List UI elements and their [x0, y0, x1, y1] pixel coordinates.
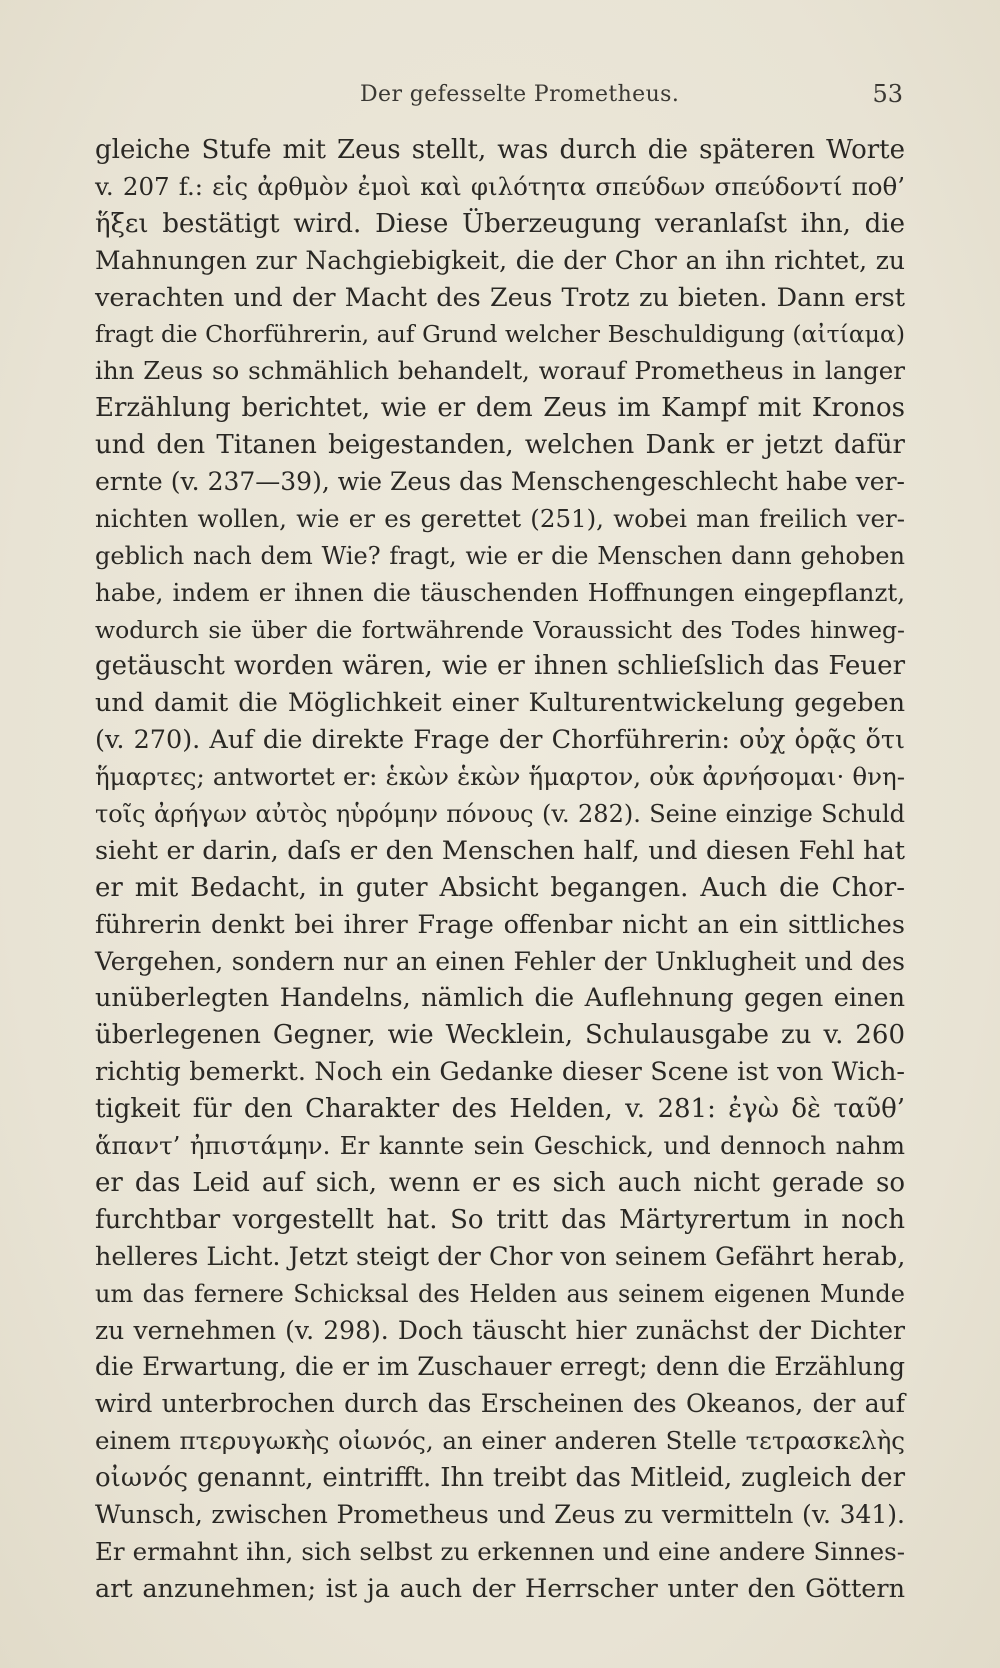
text-line: führerin denkt bei ihrer Frage offenbar nicht an ein sittliches [95, 909, 905, 940]
body-text [95, 132, 905, 1608]
text-line: zu vernehmen (v. 298). Doch täuscht hier zunächst der Dichter [95, 1315, 905, 1345]
text-line: wodurch sie über die fortwährende Voraussicht des Todes hinweg- [95, 615, 905, 644]
text-line: ἥξει bestätigt wird. Diese Überzeugung veranlaſst ihn, die [95, 208, 905, 239]
text-line: fragt die Chorführerin, auf Grund welcher Beschuldigung (αἰτίαμα) [95, 320, 905, 349]
text-line: Mahnungen zur Nachgiebigkeit, die der Chor an ihn richtet, zu [95, 245, 905, 275]
text-line: habe, indem er ihnen die täuschenden Hoffnungen eingepflanzt, [95, 577, 905, 607]
text-line: und damit die Möglichkeit einer Kulturentwickelung gegeben [95, 688, 905, 719]
text-line: um das fernere Schicksal des Helden aus seinem eigenen Munde [95, 1279, 905, 1308]
text-line: einem πτερυγωκὴς οἰωνός, an einer anderen Stelle τετρασκελὴς [95, 1426, 905, 1456]
text-line: unüberlegten Handelns, nämlich die Auflehnung gegen einen [95, 983, 905, 1014]
text-line: sieht er darin, daſs er den Menschen half, und diesen Fehl hat [95, 835, 905, 866]
text-line: gleiche Stufe mit Zeus stellt, was durch die späteren Worte [95, 135, 905, 165]
text-line: Er ermahnt ihn, sich selbst zu erkennen und eine andere Sinnes- [95, 1536, 905, 1566]
running-title: Der gefesselte Prometheus. [360, 82, 680, 107]
text-line: nichten wollen, wie er es gerettet (251), wobei man freilich ver- [95, 503, 905, 533]
text-line: und den Titanen beigestanden, welchen Dank er jetzt dafür [95, 430, 905, 461]
text-line: art anzunehmen; ist ja auch der Herrscher unter den Göttern [95, 1573, 905, 1604]
text-line: τοῖς ἀρήγων αὐτὸς ηὑρόμην πόνους (v. 282). Seine einzige Schuld [95, 800, 905, 829]
text-line: (v. 270). Auf die direkte Frage der Chorführerin: οὐχ ὁρᾷς ὅτι [95, 725, 905, 756]
text-line: die Erwartung, die er im Zuschauer erregt; denn die Erzählung [95, 1352, 905, 1382]
text-line: Erzählung berichtet, wie er dem Zeus im Kampf mit Kronos [95, 393, 905, 424]
text-line: überlegenen Gegner, wie Wecklein, Schulausgabe zu v. 260 [95, 1020, 905, 1051]
text-line: v. 207 f.: εἰς ἀρθμὸν ἐμοὶ καὶ φιλότητα σπεύδων σπεύδοντί ποθ’ [95, 171, 905, 201]
text-line: er mit Bedacht, in guter Absicht begangen. Auch die Chor- [95, 872, 905, 903]
text-line: Vergehen, sondern nur an einen Fehler der Unklugheit und des [95, 946, 905, 976]
text-line: getäuscht worden wären, wie er ihnen schlieſslich das Feuer [95, 651, 905, 682]
text-line: ihn Zeus so schmählich behandelt, worauf Prometheus in langer [95, 356, 905, 386]
text-line: tigkeit für den Charakter des Helden, v. 281: ἐγὼ δὲ ταῦθ’ [95, 1094, 905, 1125]
text-line: ἥμαρτες; antwortet er: ἑκὼν ἑκὼν ἥμαρτον, οὐκ ἀρνήσομαι· θνη- [95, 762, 905, 792]
text-line: verachten und der Macht des Zeus Trotz zu bieten. Dann erst [95, 282, 905, 313]
text-line: ἅπαντ’ ἠπιστάμην. Er kannte sein Geschick, und dennoch nahm [95, 1131, 905, 1161]
text-line: helleres Licht. Jetzt steigt der Chor von seinem Gefährt herab, [95, 1241, 906, 1272]
text-line: οἰωνός genannt, eintrifft. Ihn treibt das Mitleid, zugleich der [95, 1463, 905, 1494]
text-line: Wunsch, zwischen Prometheus und Zeus zu vermitteln (v. 341). [95, 1499, 905, 1529]
text-line: er das Leid auf sich, wenn er es sich auch nicht gerade so [95, 1167, 905, 1198]
text-line: wird unterbrochen durch das Erscheinen des Okeanos, der auf [95, 1389, 905, 1419]
text-line: richtig bemerkt. Noch ein Gedanke dieser Scene ist von Wich- [95, 1057, 905, 1088]
text-line: geblich nach dem Wie? fragt, wie er die Menschen dann gehoben [95, 541, 905, 570]
page-number: 53 [872, 80, 903, 108]
text-line: furchtbar vorgestellt hat. So tritt das Märtyrertum in noch [95, 1204, 905, 1235]
text-line: ernte (v. 237—39), wie Zeus das Menschengeschlecht habe ver- [95, 467, 905, 497]
